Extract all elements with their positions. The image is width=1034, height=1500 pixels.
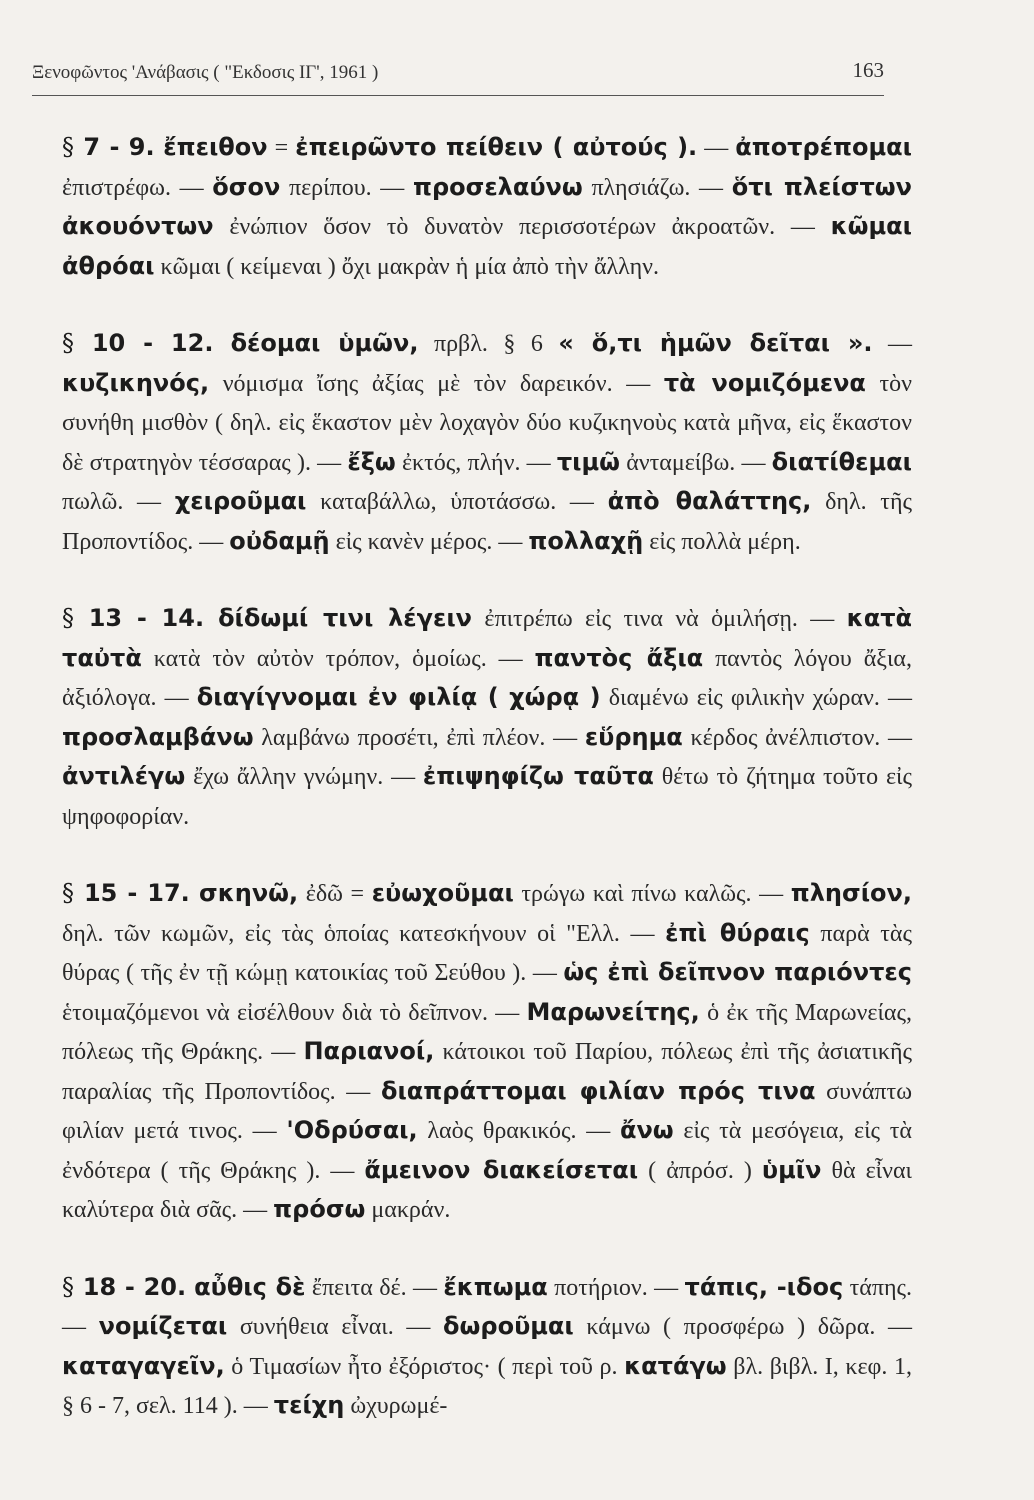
commentary-paragraph: [62, 874, 912, 1230]
lemma-term: τάπις, -ιδος: [684, 1272, 844, 1301]
commentary-paragraph: [62, 1268, 912, 1426]
lemma-term: ὑμῖν: [761, 1155, 822, 1184]
gloss-text: ὠχυρωμέ-: [344, 1393, 448, 1419]
section-number: [62, 1273, 186, 1301]
lemma-term: πρόσω: [273, 1195, 366, 1223]
lemma-term: καταγαγεῖν,: [62, 1351, 225, 1380]
lemma-term: δίδωμί τινι λέγειν: [218, 604, 473, 632]
section-range: 13 - 14.: [88, 604, 205, 632]
gloss-text: ἐκτός, πλήν. —: [395, 449, 557, 476]
lemma-term: κῶμαι ἀθρόαι: [62, 212, 912, 280]
section-range: 15 - 17.: [83, 879, 190, 907]
gloss-text: κατὰ τὸν αὐτὸν τρόπον, ὁμοίως. —: [141, 645, 535, 672]
lemma-term: διατίθεμαι: [771, 447, 912, 476]
lemma-term: ἔκπωμα: [443, 1272, 548, 1301]
lemma-term: εὕρημα: [584, 722, 683, 751]
gloss-text: εἰς τὰ μεσόγεια, εἰς τὰ ἐνδότερα ( τῆς Θράκης ). —: [62, 1118, 913, 1184]
gloss-text: πρβλ. § 6: [418, 331, 559, 357]
gloss-text: μακράν.: [365, 1197, 451, 1223]
lemma-term: προσελαύνω: [412, 172, 583, 201]
gloss-text: εἰς πολλὰ μέρη.: [643, 528, 801, 555]
gloss-text: —: [872, 331, 912, 357]
gloss-text: κάμνω ( προσφέρω ) δῶρα. —: [573, 1314, 913, 1340]
running-head: Ξενοφῶντος 'Ανάβασις ( "Εκδοσις ΙΓ', 1961 ): [32, 62, 379, 83]
lemma-term: « ὅ,τι ἡμῶν δεῖται ».: [558, 329, 873, 357]
section-sign: §: [62, 329, 74, 357]
gloss-text: ἐδῶ =: [298, 881, 372, 907]
lemma-term: οὐδαμῇ: [229, 526, 330, 555]
gloss-text: δηλ. τῆς Προποντίδος. —: [62, 489, 913, 555]
gloss-text: δηλ. τῶν κωμῶν, εἰς τὰς ὁποίας κατεσκήνουν οἱ "Ελλ. —: [62, 920, 666, 947]
lemma-term: εὐωχοῦμαι: [371, 879, 514, 907]
lemma-term: ἄνω: [619, 1116, 674, 1144]
section-range: 7 - 9.: [83, 133, 155, 161]
gloss-text: περίπου. —: [280, 174, 413, 201]
gloss-text: τὸν συνήθη μισθὸν ( δηλ. εἰς ἕκαστον μὲν λοχαγὸν δύο κυζικηνοὺς κατὰ μῆνα, εἰς ἕκαστον δὲ στρατηγὸν τέσσαρας ). —: [62, 370, 912, 476]
header-rule: [32, 95, 884, 96]
gloss-text: πωλῶ. —: [62, 489, 175, 515]
lemma-term: διαγίγνομαι ἐν φιλίᾳ ( χώρᾳ ): [196, 683, 601, 711]
commentary-paragraph: [62, 128, 912, 286]
commentary-body: [62, 128, 912, 1426]
lemma-term: ἔπειθον: [163, 133, 268, 161]
section-range: 18 - 20.: [82, 1272, 187, 1301]
lemma-term: σκηνῶ,: [199, 879, 299, 907]
commentary-paragraph: [62, 599, 912, 836]
gloss-text: λαὸς θρακικός. —: [417, 1118, 620, 1144]
gloss-text: ἑτοιμαζόμενοι νὰ εἰσέλθουν διὰ τὸ δεῖπνον. —: [62, 999, 527, 1026]
section-number: [62, 879, 190, 907]
lemma-term: κατάγω: [624, 1351, 727, 1380]
gloss-text: =: [267, 135, 296, 161]
lemma-term: κατὰ ταὐτὰ: [62, 604, 912, 672]
gloss-text: συνήθεια εἶναι. —: [227, 1314, 444, 1340]
gloss-text: εἰς κανὲν μέρος. —: [329, 528, 529, 555]
lemma-term: ἀπὸ θαλάττης,: [607, 487, 812, 515]
lemma-term: δωροῦμαι: [443, 1312, 574, 1340]
lemma-term: Παριανοί,: [303, 1037, 435, 1065]
lemma-term: Μαρωνείτης,: [526, 997, 700, 1026]
lemma-term: δέομαι ὑμῶν,: [230, 329, 419, 357]
gloss-text: ὁ ἐκ τῆς Μαρωνείας, πόλεως τῆς Θράκης. —: [62, 999, 912, 1065]
section-sign: §: [62, 133, 74, 161]
lemma-term: ἐπιψηφίζω ταῦτα: [422, 762, 654, 790]
gloss-text: ἐπιστρέφω. —: [62, 174, 213, 201]
lemma-term: κυζικηνός,: [62, 368, 210, 397]
gloss-text: βλ. βιβλ. Ι, κεφ. 1, § 6 - 7, σελ. 114 ). —: [62, 1353, 912, 1419]
commentary-paragraph: [62, 324, 912, 561]
lemma-term: ἄμεινον διακείσεται: [364, 1155, 639, 1184]
lemma-term: ὡς ἐπὶ δεῖπνον παριόντες: [563, 958, 912, 986]
lemma-term: ἐπειρῶντο πείθειν ( αὐτούς ).: [295, 133, 698, 161]
gloss-text: νόμισμα ἴσης ἀξίας μὲ τὸν δαρεικόν. —: [209, 370, 664, 397]
gloss-text: —: [697, 135, 736, 161]
gloss-text: ἔχω ἄλλην γνώμην. —: [185, 764, 423, 790]
page-number: 163: [852, 58, 884, 82]
gloss-text: θέτω τὸ ζήτημα τοῦτο εἰς ψηφοφορίαν.: [62, 764, 912, 830]
lemma-term: τιμῶ: [556, 447, 621, 476]
gloss-text: πλησιάζω. —: [582, 174, 732, 201]
section-sign: §: [62, 604, 74, 632]
lemma-term: ἀποτρέπομαι: [735, 133, 913, 161]
gloss-text: ( ἀπρόσ. ): [638, 1157, 762, 1184]
gloss-text: ποτήριον. —: [547, 1274, 685, 1301]
gloss-text: παρὰ τὰς θύρας ( τῆς ἐν τῇ κώμῃ κατοικίας τοῦ Σεύθου ). —: [62, 920, 913, 986]
lemma-term: αὖθις δὲ: [194, 1272, 306, 1301]
section-range: 10 - 12.: [91, 329, 214, 357]
gloss-text: ὁ Τιμασίων ἦτο ἐξόριστος· ( περὶ τοῦ ρ.: [224, 1353, 625, 1380]
gloss-text: τρώγω καὶ πίνω καλῶς. —: [513, 881, 791, 907]
gloss-text: παντὸς λόγου ἄξια, ἀξιόλογα. —: [62, 645, 913, 711]
lemma-term: διαπράττομαι φιλίαν πρός τινα: [380, 1076, 816, 1105]
lemma-term: πολλαχῇ: [528, 526, 644, 555]
lemma-term: προσλαμβάνω: [62, 722, 254, 751]
lemma-term: νομίζεται: [98, 1312, 228, 1340]
gloss-text: διαμένω εἰς φιλικὴν χώραν. —: [600, 685, 913, 711]
lemma-term: ἔξω: [347, 447, 396, 476]
lemma-term: πλησίον,: [790, 879, 913, 907]
gloss-text: ἐπιτρέπω εἰς τινα νὰ ὁμιλήσῃ. —: [472, 606, 847, 632]
lemma-term: 'Οδρύσαι,: [286, 1116, 418, 1144]
gloss-text: θὰ εἶναι καλύτερα διὰ σᾶς. —: [62, 1157, 913, 1223]
gloss-text: τάπης. —: [62, 1274, 913, 1340]
lemma-term: ὅτι πλείστων ἀκουόντων: [62, 172, 913, 240]
lemma-term: ἐπὶ θύραις: [665, 918, 810, 947]
section-sign: §: [62, 1272, 74, 1301]
gloss-text: καταβάλλω, ὑποτάσσω. —: [306, 489, 608, 515]
lemma-term: τείχη: [273, 1391, 345, 1419]
lemma-term: ἀντιλέγω: [62, 762, 186, 790]
section-sign: §: [62, 879, 74, 907]
lemma-term: ὅσον: [212, 172, 281, 201]
section-number: [62, 133, 155, 161]
gloss-text: συνάπτω φιλίαν μετά τινος. —: [62, 1078, 912, 1144]
gloss-text: κῶμαι ( κείμεναι ) ὄχι μακρὰν ἡ μία ἀπὸ τὴν ἄλλην.: [154, 253, 659, 280]
gloss-text: κάτοικοι τοῦ Παρίου, πόλεως ἐπὶ τῆς ἀσιατικῆς παραλίας τῆς Προποντίδος. —: [62, 1039, 912, 1105]
lemma-term: χειροῦμαι: [174, 487, 307, 515]
section-number: [62, 604, 204, 632]
lemma-term: παντὸς ἄξια: [534, 643, 704, 672]
lemma-term: τὰ νομιζόμενα: [663, 368, 866, 397]
gloss-text: ἐνώπιον ὅσον τὸ δυνατὸν περισσοτέρων ἀκροατῶν. —: [213, 214, 831, 240]
gloss-text: λαμβάνω προσέτι, ἐπὶ πλέον. —: [253, 724, 585, 751]
section-number: [62, 329, 213, 357]
gloss-text: ἔπειτα δέ. —: [305, 1274, 444, 1301]
gloss-text: ἀνταμείβω. —: [620, 449, 772, 476]
gloss-text: κέρδος ἀνέλπιστον. —: [682, 724, 913, 751]
